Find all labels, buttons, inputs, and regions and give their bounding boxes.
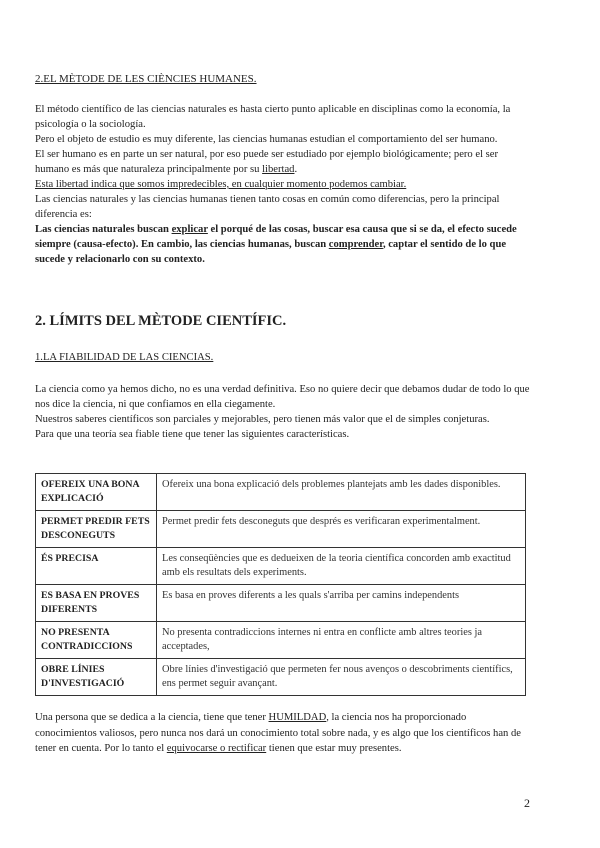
table-row <box>36 548 526 585</box>
closing-paragraph <box>35 710 530 757</box>
table-key-cell: ES BASA EN PROVES DIFERENTS <box>36 585 157 622</box>
text: Las ciencias naturales buscan <box>35 224 172 235</box>
paragraph: La ciencia como ya hemos dicho, no es una verdad definitiva. Eso no quiere decir que debamos dudar de todo lo que nos dice la ciencia, ni que confiamos en ella ciegamente. <box>35 384 530 410</box>
fiabilidad-text-block <box>35 382 530 442</box>
underlined-word-humildad: HUMILDAD <box>268 712 327 723</box>
subsection-heading-fiabilidad: 1.LA FIABILIDAD DE LAS CIENCIAS. <box>35 352 214 363</box>
table-key-cell: ÉS PRECISA <box>36 548 157 585</box>
section-title-limits: 2. LÍMITS DEL MÈTODE CIENTÍFIC. <box>35 313 287 329</box>
table-value-cell: Ofereix una bona explicació dels problemes plantejats amb les dades disponibles. <box>157 474 526 511</box>
paragraph <box>35 147 530 177</box>
table-key-cell: OFEREIX UNA BONA EXPLICACIÓ <box>36 474 157 511</box>
section-heading-humanes: 2.EL MÈTODE DE LES CIÈNCIES HUMANES. <box>35 73 257 85</box>
text: tienen que estar muy presentes. <box>266 743 402 754</box>
paragraph <box>35 710 530 757</box>
text: el porqué de las cosas, buscar esa causa que si se da, el efecto sucede siempre (causa-efecto). En cambio, las ciencias humanas, buscan <box>35 224 517 250</box>
table-key-cell: NO PRESENTA CONTRADICCIONS <box>36 622 157 659</box>
text: , captar el sentido de lo que sucede y relacionarlo con su contexto. <box>35 239 507 265</box>
table-row <box>36 474 526 511</box>
table-value-cell: Obre línies d'investigació que permeten fer nous avenços o descobriments científics, ens permet seguir avançant. <box>157 659 526 696</box>
underlined-word-libertad: libertad <box>262 164 295 175</box>
text: El ser humano es en parte un ser natural, por eso puede ser estudiado por ejemplo biológicamente; pero el ser humano es más que naturaleza principalmente por su <box>35 149 499 175</box>
table-row <box>36 585 526 622</box>
bold-paragraph <box>35 222 530 267</box>
text: Una persona que se dedica a la ciencia, tiene que tener <box>35 712 269 723</box>
humanes-text-block <box>35 102 530 267</box>
text: , la ciencia nos ha proporcionado conocimientos valiosos, pero nunca nos dará un conocimiento total sobre nada, y es algo que los científicos han de tener en cuenta. Por lo tanto el <box>35 712 522 754</box>
paragraph-underlined: Esta libertad indica que somos impredecibles, en cualquier momento podemos cambiar. <box>35 179 407 190</box>
paragraph: Las ciencias naturales y las ciencias humanas tienen tanto cosas en común como diferencias, pero la principal diferencia es: <box>35 194 500 220</box>
table-value-cell: No presenta contradiccions internes ni entra en conflicte amb altres teories ja acceptades, <box>157 622 526 659</box>
table-value-cell: Les conseqüències que es dedueixen de la teoria científica concorden amb exactitud amb els resultats dels experiments. <box>157 548 526 585</box>
characteristics-table <box>35 473 526 696</box>
table-value-cell: Es basa en proves diferents a les quals s'arriba per camins independents <box>157 585 526 622</box>
paragraph: El método científico de las ciencias naturales es hasta cierto punto aplicable en disciplinas como la economía, la psicología o la sociología. <box>35 104 511 130</box>
table-row <box>36 511 526 548</box>
table-key-cell: OBRE LÍNIES D'INVESTIGACIÓ <box>36 659 157 696</box>
underlined-phrase-equivocarse: equivocarse o rectificar <box>166 743 267 754</box>
paragraph: Pero el objeto de estudio es muy diferente, las ciencias humanas estudian el comportamiento del ser humano. <box>35 134 498 145</box>
table-value-cell: Permet predir fets desconeguts que després es verificaran experimentalment. <box>157 511 526 548</box>
text: . <box>294 164 298 175</box>
underlined-word-comprender: comprender <box>328 239 383 250</box>
page-number: 2 <box>524 796 530 810</box>
paragraph: Para que una teoría sea fiable tiene que tener las siguientes características. <box>35 429 350 440</box>
table-row <box>36 659 526 696</box>
table-key-cell: PERMET PREDIR FETS DESCONEGUTS <box>36 511 157 548</box>
paragraph: Nuestros saberes científicos son parciales y mejorables, pero tienen más valor que el de simples conjeturas. <box>35 414 490 425</box>
underlined-word-explicar: explicar <box>171 224 208 235</box>
table-row <box>36 622 526 659</box>
